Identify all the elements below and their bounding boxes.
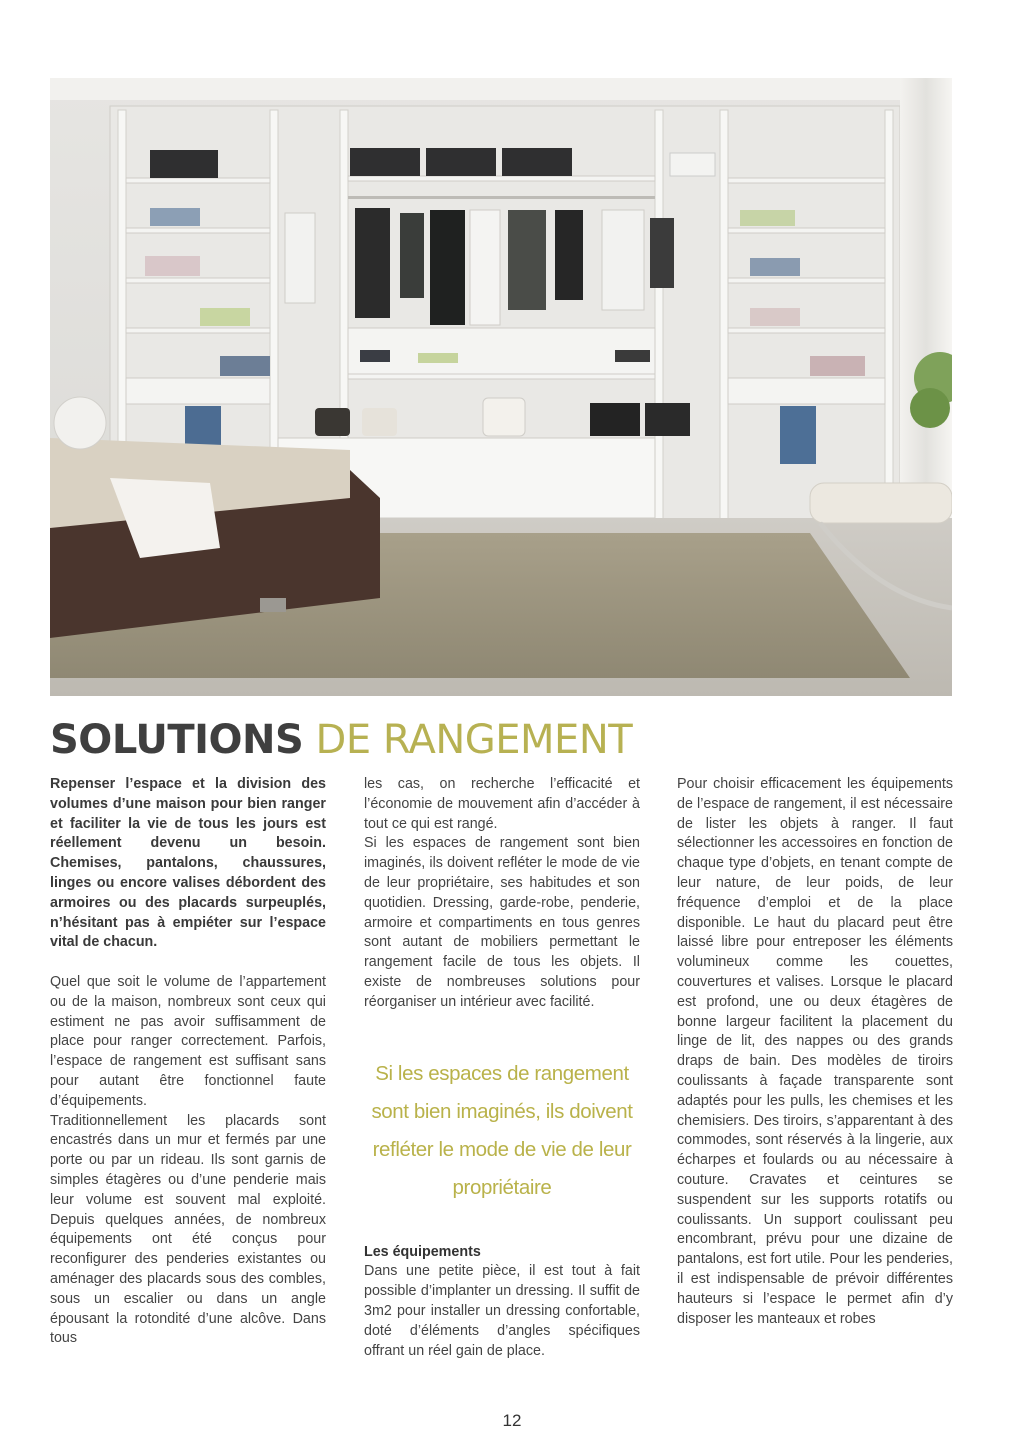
page-title	[50, 714, 950, 766]
paragraph: Traditionnellement les placards sont encastrés dans un mur et fermés par une porte ou par un rideau. Ils sont garnis de simples étagères ou d’une penderie mais leur volume est souvent mal exploité. Depuis quelques années, de nombreux équipements ont été conçus pour reconfigurer des penderies existantes ou aménager des placards sous des combles, sous un escalier ou dans un angle épousant la rotondité d’une alcôve. Dans tous	[50, 1112, 326, 1347]
page-number: 12	[502, 1411, 522, 1430]
lead-paragraph: Repenser l’espace et la division des volumes d’une maison pour bien ranger et faciliter la vie de tous les jours est réellement devenu un besoin. Chemises, pantalons, chaussures, linges ou encore valises débordent des armoires ou des placards surpeuplés, n’hésitant pas à empiéter sur l’espace vital de chacun.	[50, 776, 326, 951]
title-light: DE RANGEMENT	[315, 717, 633, 763]
paragraph: Quel que soit le volume de l’appartement ou de la maison, nombreux sont ceux qui estiment ne pas avoir suffisamment de place pour ranger correctement. Parfois, l’espace de rangement est suffisant sans pour autant être fonctionnel faute d’équipements.	[50, 973, 326, 1109]
article-column-3	[677, 775, 953, 1329]
paragraph: les cas, on recherche l’efficacité et l’économie de mouvement afin d’accéder à tout ce qui est rangé.	[364, 776, 640, 832]
paragraph: Dans une petite pièce, il est tout à fait possible d’implanter un dressing. Il suffit de 3m2 pour installer un dressing confortable, doté d’éléments d’angles spécifiques offrant un réel gain de place.	[364, 1263, 640, 1359]
pull-quote: Si les espaces de rangement sont bien imaginés, ils doivent refléter le mode de vie de leur propriétaire	[371, 1061, 633, 1199]
bedroom-illustration	[50, 78, 952, 696]
walk-in-closet-photo	[50, 78, 952, 696]
paragraph: Pour choisir efficacement les équipements de l’espace de rangement, il est nécessaire de lister les objets à ranger. Il faut sélectionner les accessoires en fonction de chaque type d’objets, en tenant compte de leur nature, de leur poids, de leur fréquence d’emploi et de la place disponible. Le haut du placard peut être laissé libre pour entreposer les éléments volumineux comme les couettes, couvertures et valises. Lorsque le placard est profond, une ou deux étagères de bonne largeur facilitent la placement du linge de lit, des nappes ou des grands draps de bain. Des modèles de tiroirs coulissants à façade transparente sont adaptés pour les pulls, les chemises et les chemisiers. Des tiroirs, s’apparentant à des commodes, sont réservés à la lingerie, aux écharpes et foulards ou au nécessaire à couture. Cravates et ceintures se suspendent sur les supports rotatifs ou coulissants. Un support coulissant peu encombrant, prévu pour une dizaine de pantalons, est fort utile. Pour les penderies, il est indispensable de prévoir différentes hauteurs si l’espace le permet afin d’y disposer les manteaux et robes	[677, 776, 953, 1327]
article-column-2	[364, 775, 640, 1361]
paragraph: Si les espaces de rangement sont bien imaginés, ils doivent refléter le mode de vie de leur propriétaire, ses habitudes et son quotidien. Dressing, garde-robe, penderie, armoire et compartiments en tous genres sont autant de mobiliers permettant le rangement facile de tous les objets. Il existe de nombreuses solutions pour réorganiser un intérieur avec facilité.	[364, 835, 640, 1010]
section-subheading: Les équipements	[364, 1243, 481, 1260]
title-bold: SOLUTIONS	[50, 717, 304, 763]
article-column-1	[50, 775, 326, 1349]
